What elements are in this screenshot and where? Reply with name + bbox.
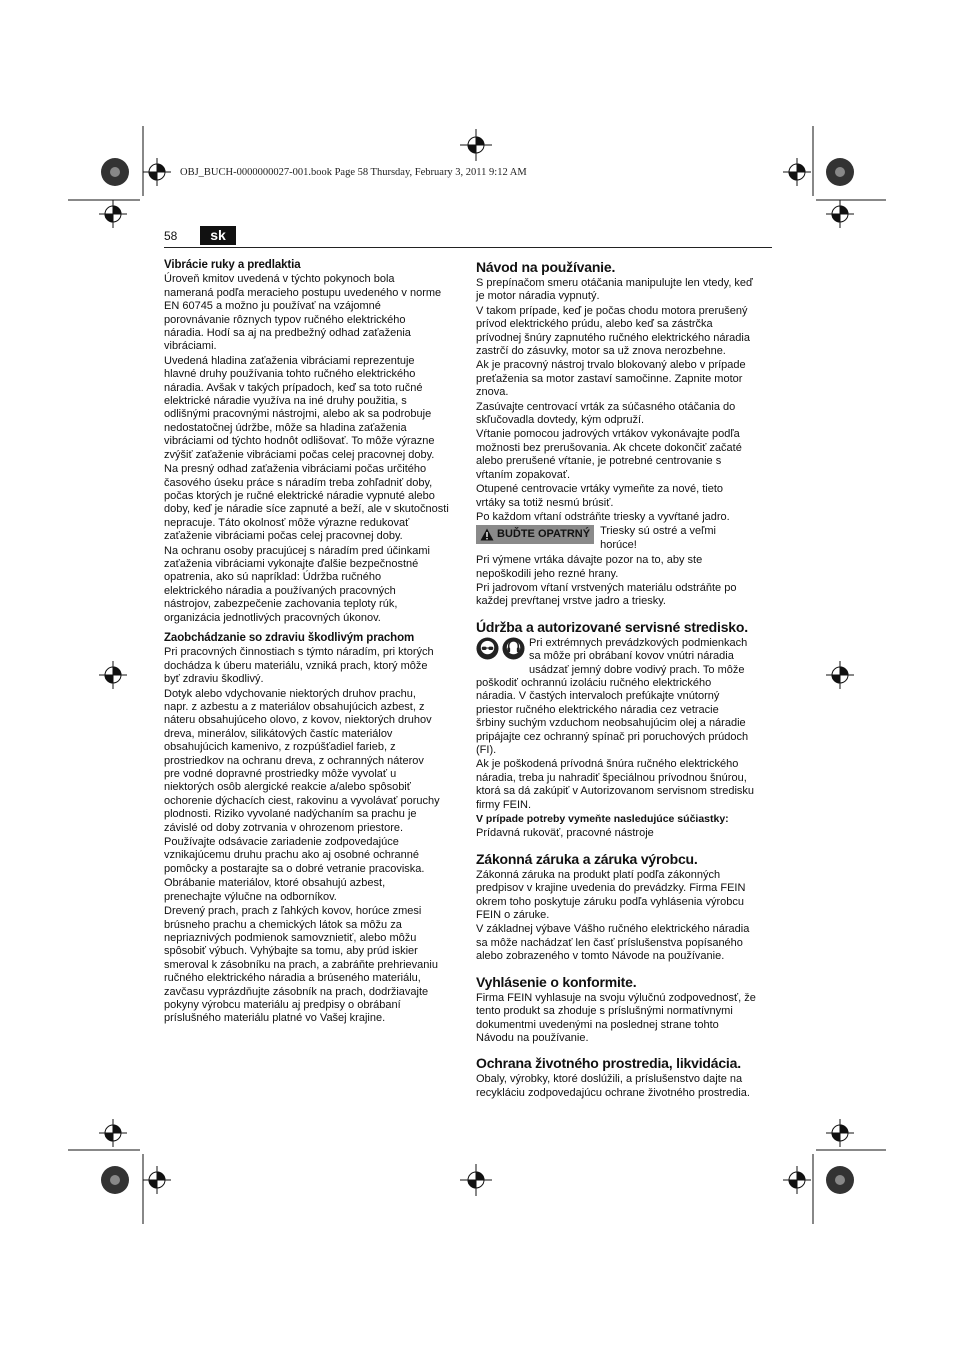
paragraph: Pri pracovných činnostiach s týmto náradím, pri ktorých dochádza k úberu materiálu, vzniká prach, ktorý môže byť zdraviu škodlivý. — [164, 646, 434, 686]
paragraph: poškodiť ochrannú izoláciu ručného elektrického náradia. V častých intervaloch prefúkajte vnútorný priestor ručného elektrického náradia cez vetracie šrbiny suchým vzduchom neobsahujúcim olej a náradie pripájajte cez ochranný spínač pri poruchových prúdoch (FI). — [476, 676, 749, 756]
section-heading: Zaobchádzanie so zdraviu škodlivým prachom — [164, 631, 415, 644]
ppe-icons — [476, 637, 525, 660]
paragraph: Obaly, výrobky, ktoré doslúžili, a príslušenstvo dajte na recykláciu zodpovedajúcu ochrane životného prostredia. — [476, 1073, 750, 1099]
right-column — [476, 259, 774, 1101]
paragraph: Otupené centrovacie vrtáky vymeňte za nové, tieto vrtáky sa totiž nesmú brúsiť. — [476, 483, 724, 509]
paragraph: Ak je poškodená prívodná šnúra ručného elektrického náradia, treba ju nahradiť špeciálnou prívodnou šnúrou, ktorá sa dá zakúpiť v Autorizovanom servisnom stredisku firmy FEIN. — [476, 758, 755, 811]
paragraph: Zasúvajte centrovací vrták za súčasného otáčania do skľučovadla dovtedy, kým odpruží. — [476, 400, 736, 427]
section-heading: Návod na používanie. — [476, 259, 616, 275]
paragraph: V takom prípade, keď je počas chodu motora prerušený prívod elektrického prúdu, alebo keď sa zástrčka prívodnej šnúry zapnutého ručného elektrického náradia zastrčí do zásuvky, motor sa už znova nerozbehne. — [476, 304, 750, 358]
caution-label — [476, 525, 594, 544]
spacer — [476, 610, 774, 619]
spacer — [476, 1046, 774, 1055]
paragraph: Pri extrémnych prevádzkových podmienkach sa môže pri obrábaní kovov vnútri náradia usádzať jemný dobre vodivý prach. To môže — [529, 636, 748, 676]
sub-heading: V prípade potreby vymeňte nasledujúce súčiastky: — [476, 813, 729, 826]
paragraph: Na ochranu osoby pracujúcej s náradím pred účinkami zaťaženia vibráciami vykonajte ďalšie bezpečnostné opatrenia, ako sú napríklad: Údržba ručného elektrického náradia a používaných pracovných nástrojov, zabezpečenie zachovania teploty rúk, organizácia jednotlivých pracovných úkonov. — [164, 544, 430, 624]
spacer — [476, 965, 774, 974]
paragraph: Vŕtanie pomocou jadrových vrtákov vykonávajte podľa možnosti bez prerušovania. Ak chcete dokončiť začaté alebo prerušené vŕtanie, je potrebné centrovanie s vŕtaním zopakovať. — [476, 428, 742, 481]
language-badge: sk — [200, 226, 236, 245]
paragraph: Prídavná rukoväť, pracovné nástroje — [476, 827, 654, 840]
page-number: 58 — [164, 229, 178, 243]
paragraph: Pri jadrovom vŕtaní vrstvených materiálu odstráňte po každej prevŕtanej vrstve jadro a triesky. — [476, 581, 737, 608]
warning-triangle-icon — [480, 528, 494, 541]
section-heading: Vyhlásenie o konformite. — [476, 973, 637, 990]
section-heading: Vibrácie ruky a predlaktia — [164, 259, 301, 271]
paragraph: Po každom vŕtaní odstráňte triesky a vyvŕtané jadro. — [476, 510, 730, 523]
ppe-notice — [476, 637, 774, 677]
section-heading: Zákonná záruka a záruka výrobcu. — [476, 850, 698, 867]
paragraph: Používajte odsávacie zariadenie zodpovedajúce vznikajúcemu druhu prachu ako aj osobné ochranné pomôcky a postarajte sa o dobré vetranie pracoviska. — [164, 836, 425, 875]
section-heading: Údržba a autorizované servisné stredisko. — [476, 618, 748, 635]
paragraph: Úroveň kmitov uvedená v týchto pokynoch bola nameraná podľa meracieho postupu uvedeného v norme EN 60745 a možno ju používať na vzájomné porovnávanie rôznych typov ručného elektrického náradia. Hodí sa aj na predbežný odhad zaťaženia vibráciami. — [164, 273, 442, 353]
paragraph: S prepínačom smeru otáčania manipulujte len vtedy, keď je motor náradia vypnutý. — [476, 277, 753, 303]
book-info: OBJ_BUCH-0000000027-001.book Page 58 Thursday, February 3, 2011 9:12 AM — [180, 167, 527, 178]
paragraph: Zákonná záruka na produkt platí podľa zákonných predpisov v krajine uvedenia do prevádzky. Firma FEIN okrem toho poskytuje záruku podľa vyhlásenia výrobcu FEIN o záruke. — [476, 868, 746, 922]
paragraph: Dotyk alebo vdychovanie niektorých druhov prachu, napr. z azbestu a z materiálov obsahujúcich azbest, z náteru obsahujúceho olovo, z kovov, niektorých druhov dreva, minerálov, silikátových častíc materiálov obsahujúcich kamenivo, z rozpúšťadiel farieb, z prostriedkov na ochranu dreva, z ochranných náterov pre vodné dopravné prostriedky môže vyvolať u niektorých osôb alergické reakcie a/alebo spôsobiť ochorenie dýchacích ciest, rakovinu a vyvolávať poruchy plodnosti. Riziko vyvolané nadýchaním sa prachu je závislé od doby zotrvania v ohrozenom priestore. — [164, 687, 440, 834]
wear-goggles-icon — [476, 637, 499, 660]
paragraph: V základnej výbave Vášho ručného elektrického náradia sa môže nachádzať len časť príslušenstva popísaného alebo zobrazeného v tomto Návode na používanie. — [476, 923, 750, 963]
paragraph: Firma FEIN vyhlasuje na svoju výlučnú zodpovednosť, že tento produkt sa zhoduje s príslušnými normatívnymi dokumentmi uvedenými na poslednej strane tohto Návodu na používanie. — [476, 991, 756, 1044]
caution-text: Triesky sú ostré a veľmi horúce! — [600, 525, 716, 551]
caution-notice — [476, 525, 774, 552]
paragraph: Pri výmene vrtáka dávajte pozor na to, aby ste nepoškodili jeho rezné hrany. — [476, 554, 703, 580]
wear-ear-protection-icon — [502, 637, 525, 660]
spacer — [476, 842, 774, 851]
left-column — [164, 259, 459, 1027]
paragraph: Obrábanie materiálov, ktoré obsahujú azbest, prenechajte výlučne na odborníkov. — [164, 877, 386, 903]
paragraph: Uvedená hladina zaťaženia vibráciami reprezentuje hlavné druhy používania tohto ručného elektrického náradia. Avšak v takých prípadoch, keď sa toto ručné elektrické náradie využíva na iné druhy použitia, s odlišnými pracovnými nástrojmi, alebo ak sa podrobuje nedostatočnej údržbe, môže sa hladina zaťaženia vibráciami od týchto hodnôt odlišovať. To môže výrazne zvýšiť zaťaženie vibráciami počas celej pracovnej doby. — [164, 354, 435, 461]
section-heading: Ochrana životného prostredia, likvidácia. — [476, 1055, 741, 1072]
caution-label-text: BUĎTE OPATRNÝ — [497, 528, 591, 541]
paragraph: Ak je pracovný nástroj trvalo blokovaný alebo v prípade preťaženia sa motor zastaví samočinne. Zapnite motor znova. — [476, 359, 746, 399]
header-rule — [164, 247, 772, 248]
paragraph: Drevený prach, prach z ľahkých kovov, horúce zmesi brúsneho prachu a chemických látok sa môžu za nepriaznivých podmienok samovznietiť, alebo môžu spôsobiť výbuch. Vyhýbajte sa tomu, aby prúd iskier smeroval k zásobníku na prach, a zabráňte prehrievaniu ručného elektrického náradia a brúseného materiálu, zavčasu vyprázdňujte zásobník na prach, dodržiavajte pokyny výrobcu materiálu aj predpisy o obrábaní príslušného materiálu platné vo Vašej krajine. — [164, 905, 438, 1025]
paragraph: Na presný odhad zaťaženia vibráciami počas určitého časového úseku práce s náradím treba zohľadniť doby, počas ktorých je ručné elektrické náradie vypnuté alebo doby, keď je náradie síce zapnuté a beží, ale v skutočnosti nepracuje. Táto okolnosť môže výrazne redukovať zaťaženie vibráciami počas celej pracovnej doby. — [164, 463, 449, 543]
